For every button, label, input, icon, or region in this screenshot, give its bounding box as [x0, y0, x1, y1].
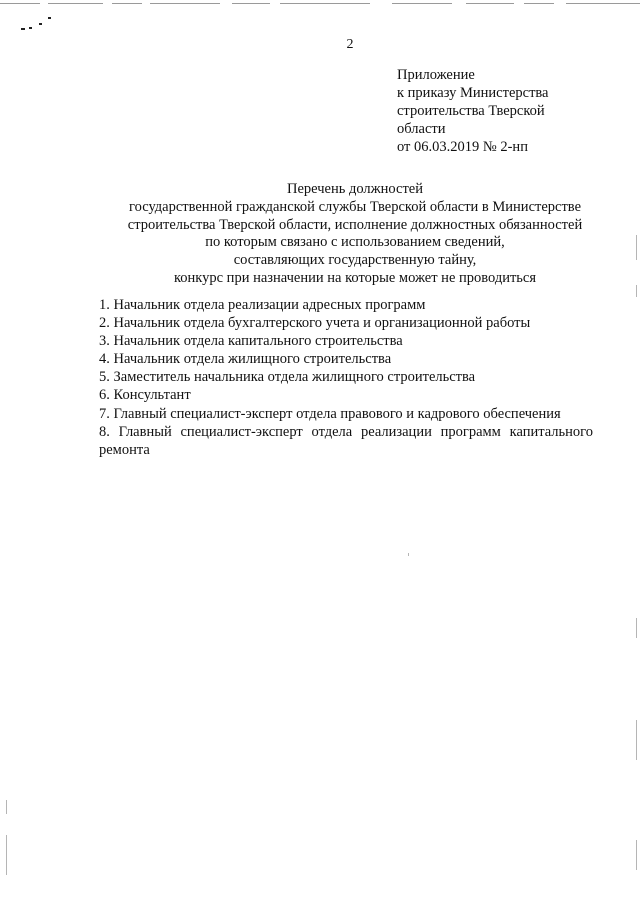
list-item: 3. Начальник отдела капитального строительства — [99, 333, 403, 350]
scan-edge-line — [6, 800, 7, 814]
scan-edge-line — [636, 235, 637, 260]
title-line: строительства Тверской области, исполнение должностных обязанностей — [127, 216, 583, 233]
appendix-line: Приложение — [397, 67, 475, 83]
scan-edge-line — [6, 835, 7, 875]
appendix-date-number: от 06.03.2019 № 2-нп — [397, 139, 528, 155]
positions-list — [99, 296, 593, 459]
scan-edge-line — [636, 840, 637, 870]
list-item: 2. Начальник отдела бухгалтерского учета и организационной работы — [99, 315, 531, 332]
document-title — [80, 181, 630, 288]
title-line: Перечень должностей — [287, 181, 423, 197]
appendix-header — [397, 66, 549, 156]
scan-top-edge — [0, 0, 640, 8]
scan-speck — [21, 28, 25, 30]
list-item: 1. Начальник отдела реализации адресных программ — [99, 297, 426, 313]
list-item: 4. Начальник отдела жилищного строительства — [99, 351, 392, 368]
title-line: по которым связано с использованием сведений, — [205, 234, 505, 251]
appendix-line: к приказу Министерства — [397, 85, 549, 101]
title-line: составляющих государственную тайну, — [233, 252, 477, 269]
appendix-line: строительства Тверской — [397, 103, 545, 119]
scan-speck — [48, 17, 51, 19]
scan-edge-line — [636, 618, 637, 638]
title-line: конкурс при назначении на которые может не проводиться — [173, 269, 537, 286]
list-item: 5. Заместитель начальника отдела жилищного строительства — [99, 369, 476, 386]
page-number: 2 — [346, 37, 354, 52]
appendix-line: области — [397, 121, 446, 137]
scan-speck — [39, 23, 42, 25]
scan-speck — [29, 27, 32, 29]
scan-edge-line — [636, 285, 637, 297]
list-item: 7. Главный специалист-эксперт отдела правового и кадрового обеспечения — [99, 405, 561, 422]
list-item: 8. Главный специалист-эксперт отдела реализации программ капитального ремонта — [99, 423, 593, 458]
scan-edge-line — [408, 553, 409, 556]
list-item: 6. Консультант — [99, 387, 191, 404]
title-line: государственной гражданской службы Тверской области в Министерстве — [129, 198, 581, 215]
scan-edge-line — [636, 720, 637, 760]
